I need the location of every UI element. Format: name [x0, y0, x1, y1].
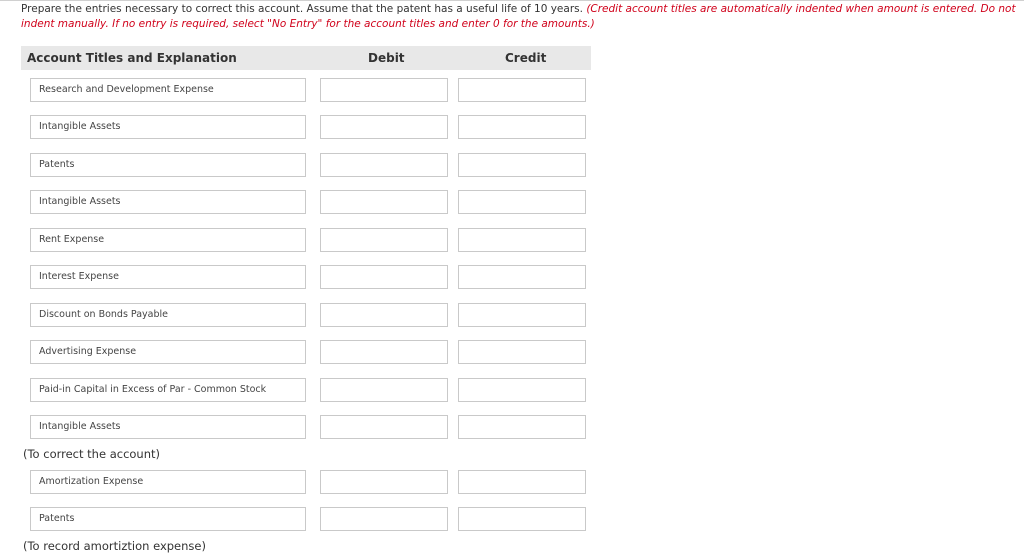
debit-input[interactable]: [320, 228, 448, 252]
journal-row: [0, 78, 600, 102]
journal-row: [0, 470, 600, 494]
credit-input[interactable]: [458, 470, 586, 494]
credit-input[interactable]: [458, 415, 586, 439]
account-title-input[interactable]: [30, 470, 306, 494]
credit-input[interactable]: [458, 507, 586, 531]
header-debit: Debit: [368, 51, 405, 65]
debit-input[interactable]: [320, 153, 448, 177]
credit-input[interactable]: [458, 78, 586, 102]
credit-input[interactable]: [458, 340, 586, 364]
debit-input[interactable]: [320, 190, 448, 214]
debit-input[interactable]: [320, 470, 448, 494]
credit-input[interactable]: [458, 153, 586, 177]
entry-explanation: (To correct the account): [23, 447, 161, 461]
instructions: [21, 2, 1021, 31]
account-title-input[interactable]: [30, 303, 306, 327]
debit-input[interactable]: [320, 115, 448, 139]
credit-input[interactable]: [458, 378, 586, 402]
instructions-text: Prepare the entries necessary to correct this account. Assume that the patent has a useful life of 10 years.: [21, 3, 583, 15]
credit-input[interactable]: [458, 303, 586, 327]
entry-explanation: (To record amortiztion expense): [23, 539, 206, 553]
top-divider: [0, 0, 1024, 1]
credit-input[interactable]: [458, 190, 586, 214]
debit-input[interactable]: [320, 507, 448, 531]
account-title-value: Interest Expense: [39, 271, 119, 282]
account-title-input[interactable]: [30, 153, 306, 177]
credit-input[interactable]: [458, 265, 586, 289]
journal-row: [0, 115, 600, 139]
journal-row: [0, 190, 600, 214]
account-title-input[interactable]: [30, 415, 306, 439]
account-title-value: Patents: [39, 159, 75, 170]
account-title-value: Research and Development Expense: [39, 84, 214, 95]
account-title-value: Intangible Assets: [39, 196, 121, 207]
debit-input[interactable]: [320, 415, 448, 439]
account-title-input[interactable]: [30, 378, 306, 402]
debit-input[interactable]: [320, 340, 448, 364]
journal-row: [0, 340, 600, 364]
account-title-input[interactable]: [30, 78, 306, 102]
account-title-input[interactable]: [30, 265, 306, 289]
header-account-titles: Account Titles and Explanation: [27, 51, 237, 65]
account-title-input[interactable]: [30, 190, 306, 214]
account-title-input[interactable]: [30, 340, 306, 364]
account-title-value: Paid-in Capital in Excess of Par - Common Stock: [39, 384, 267, 395]
account-title-value: Intangible Assets: [39, 421, 121, 432]
journal-row: [0, 228, 600, 252]
credit-input[interactable]: [458, 115, 586, 139]
debit-input[interactable]: [320, 378, 448, 402]
account-title-value: Patents: [39, 513, 75, 524]
account-title-input[interactable]: [30, 228, 306, 252]
account-title-value: Rent Expense: [39, 234, 105, 245]
account-title-value: Advertising Expense: [39, 346, 137, 357]
journal-row: [0, 415, 600, 439]
journal-row: [0, 265, 600, 289]
account-title-value: Discount on Bonds Payable: [39, 309, 169, 320]
instructions-note: (Credit account titles are automatically indented when amount is entered. Do not indent manually. If no entry is required, select "No Entry" for the account titles and enter 0 for the amounts.): [21, 3, 1016, 30]
debit-input[interactable]: [320, 265, 448, 289]
account-title-value: Intangible Assets: [39, 121, 121, 132]
account-title-input[interactable]: [30, 115, 306, 139]
debit-input[interactable]: [320, 303, 448, 327]
journal-row: [0, 507, 600, 531]
credit-input[interactable]: [458, 228, 586, 252]
account-title-value: Amortization Expense: [39, 476, 144, 487]
debit-input[interactable]: [320, 78, 448, 102]
journal-row: [0, 378, 600, 402]
table-header: [21, 46, 591, 70]
journal-row: [0, 303, 600, 327]
journal-row: [0, 153, 600, 177]
header-credit: Credit: [505, 51, 547, 65]
account-title-input[interactable]: [30, 507, 306, 531]
